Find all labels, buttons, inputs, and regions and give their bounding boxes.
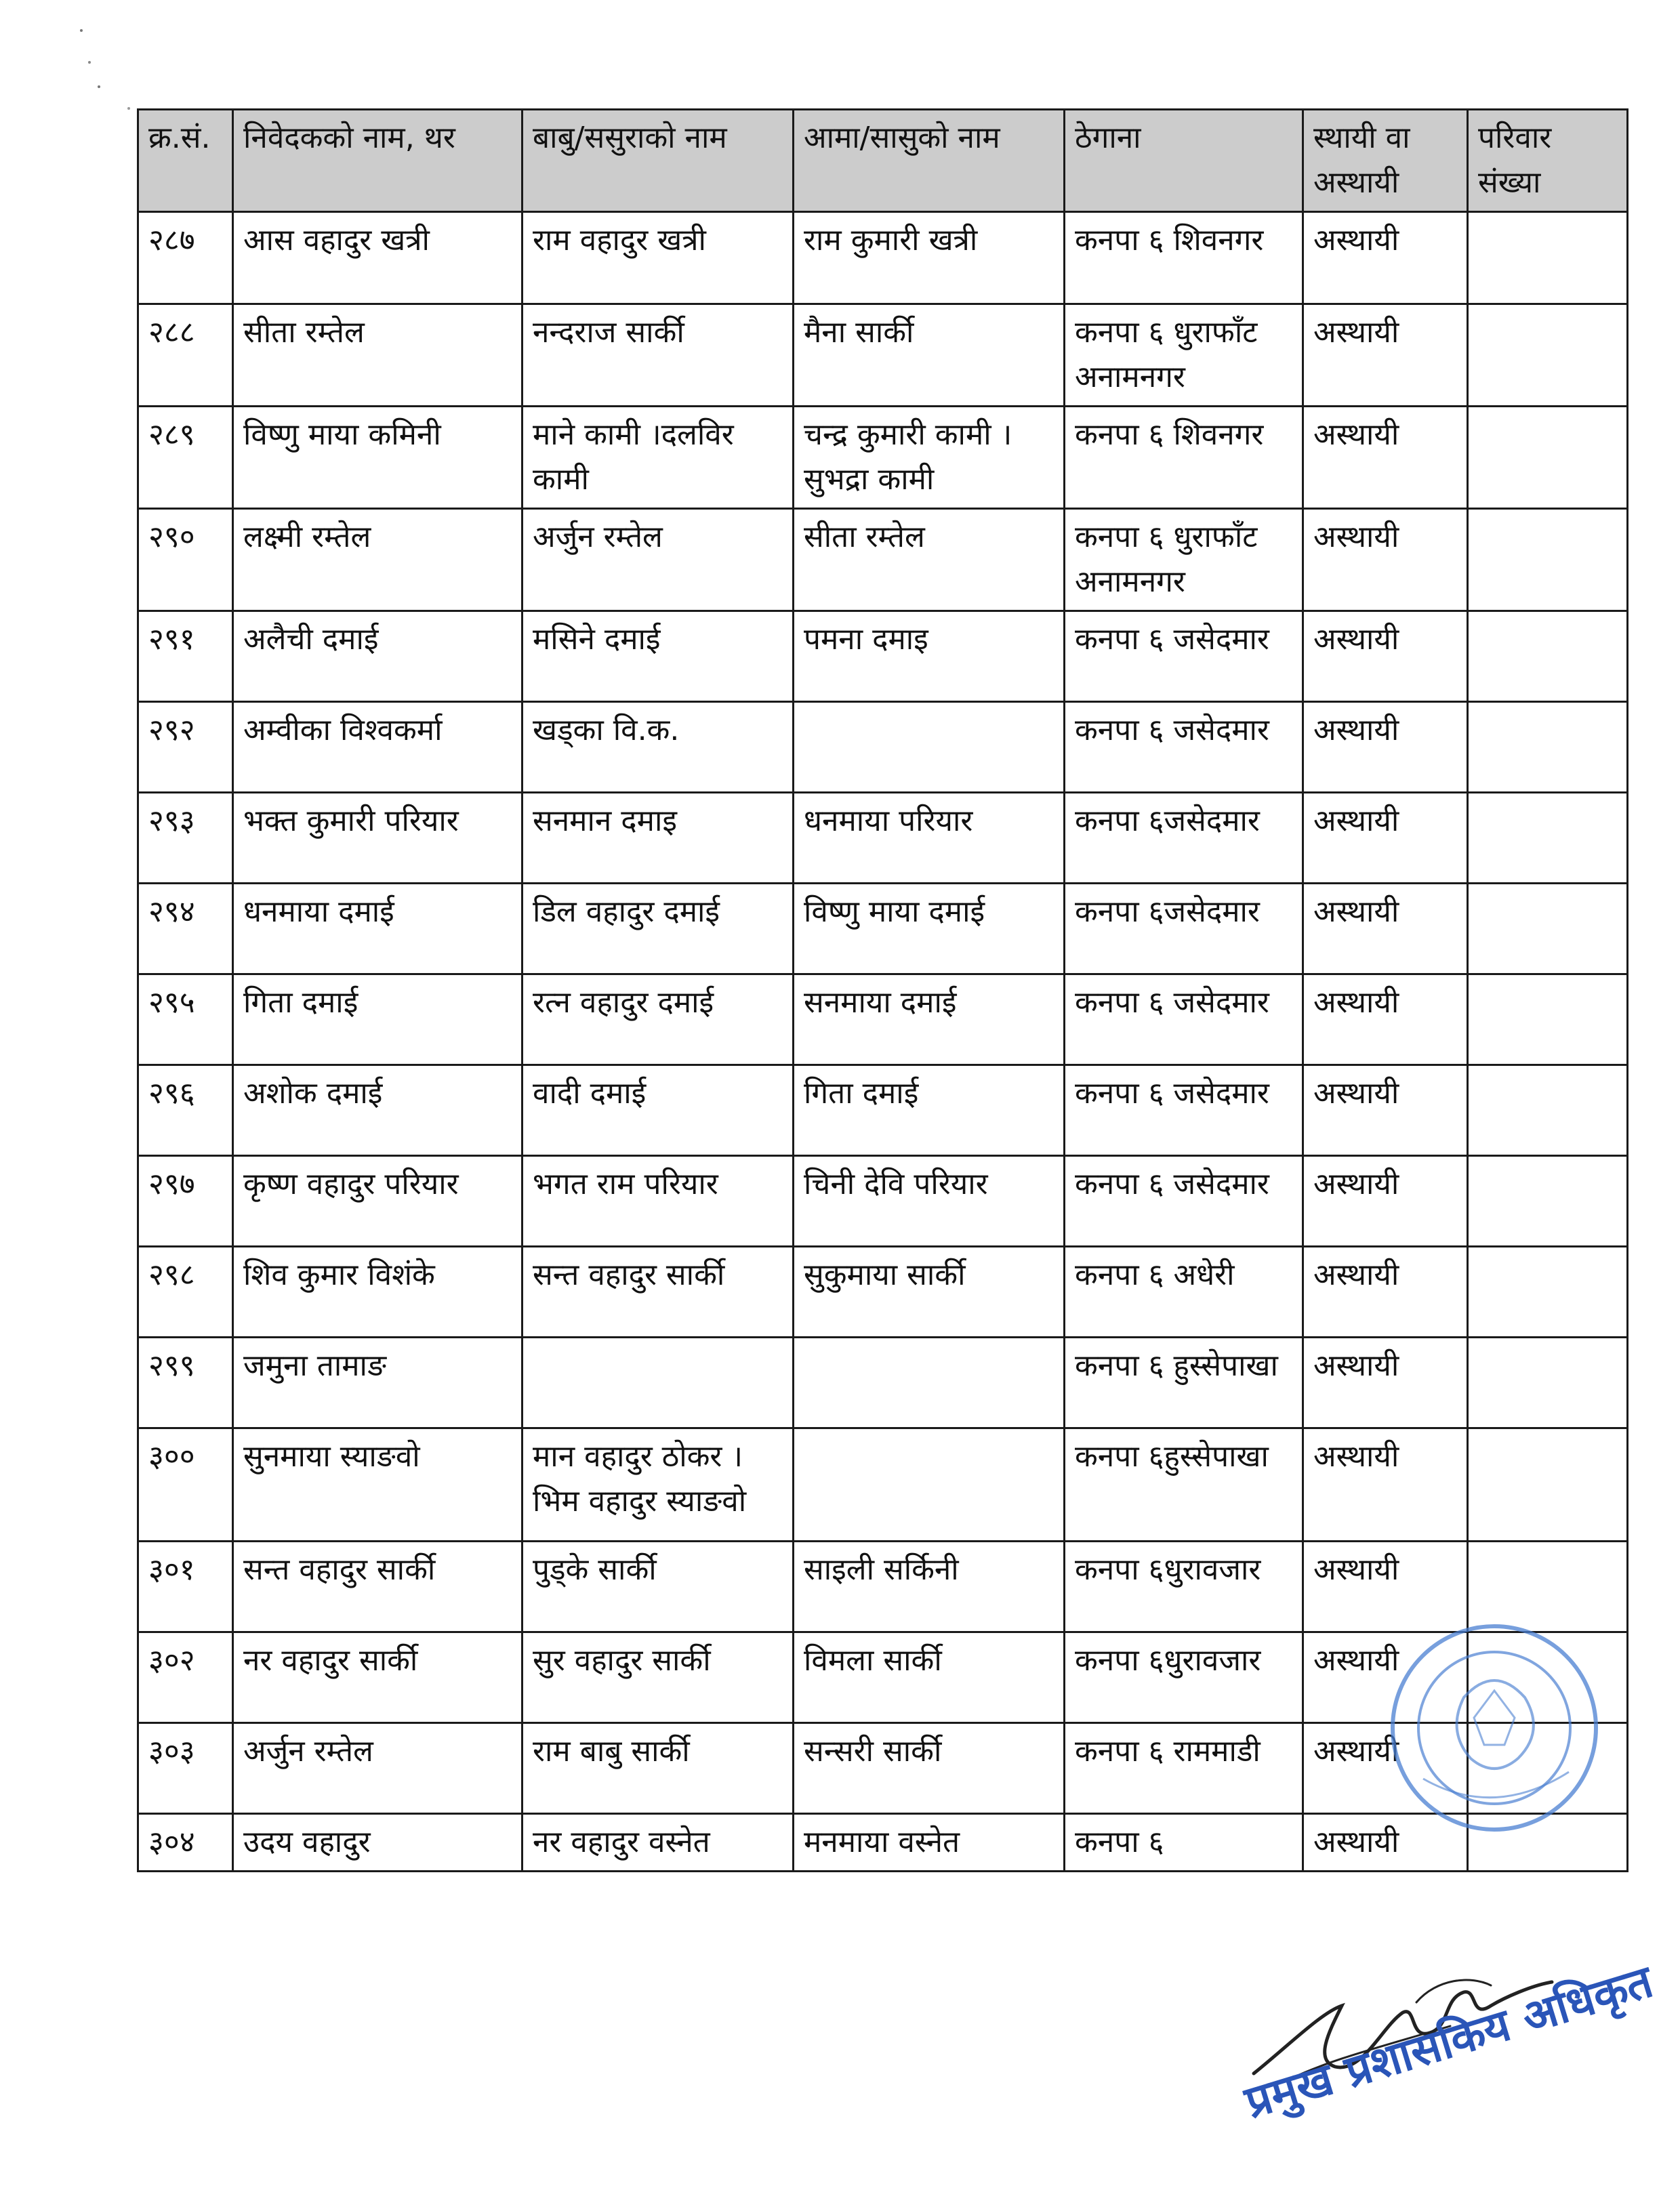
- table-row: [138, 1428, 1628, 1542]
- cell-mother-name: [794, 1338, 1065, 1428]
- cell-status: अस्थायी: [1303, 212, 1468, 304]
- cell-father-name: पुड्के सार्की: [523, 1542, 794, 1632]
- cell-status: अस्थायी: [1303, 1428, 1468, 1542]
- cell-family-count: [1468, 304, 1628, 407]
- cell-father-name: नन्दराज सार्की: [523, 304, 794, 407]
- header-father-name: बाबु/ससुराको नाम: [523, 110, 794, 212]
- cell-mother-name: [794, 1428, 1065, 1542]
- cell-father-name: राम वहादुर खत्री: [523, 212, 794, 304]
- cell-applicant-name: नर वहादुर सार्की: [233, 1632, 523, 1723]
- cell-mother-name: धनमाया परियार: [794, 793, 1065, 884]
- cell-status: अस्थायी: [1303, 407, 1468, 509]
- cell-mother-name: चन्द्र कुमारी कामी । सुभद्रा कामी: [794, 407, 1065, 509]
- cell-father-name: मसिने दमाई: [523, 611, 794, 702]
- cell-serial: ३०३: [138, 1723, 233, 1814]
- header-status: स्थायी वा अस्थायी: [1303, 110, 1468, 212]
- cell-mother-name: विष्णु माया दमाई: [794, 884, 1065, 974]
- cell-address: कनपा ६ अधेरी: [1065, 1247, 1303, 1338]
- cell-mother-name: साइली सर्किनी: [794, 1542, 1065, 1632]
- cell-mother-name: गिता दमाई: [794, 1065, 1065, 1156]
- table-row: [138, 884, 1628, 974]
- cell-applicant-name: भक्त कुमारी परियार: [233, 793, 523, 884]
- header-mother-name: आमा/सासुको नाम: [794, 110, 1065, 212]
- cell-family-count: [1468, 1247, 1628, 1338]
- cell-father-name: भगत राम परियार: [523, 1156, 794, 1247]
- cell-address: कनपा ६हुस्सेपाखा: [1065, 1428, 1303, 1542]
- cell-status: अस्थायी: [1303, 611, 1468, 702]
- table-row: [138, 793, 1628, 884]
- cell-address: कनपा ६ राममाडी: [1065, 1723, 1303, 1814]
- cell-applicant-name: जमुना तामाङ: [233, 1338, 523, 1428]
- cell-address: कनपा ६ हुस्सेपाखा: [1065, 1338, 1303, 1428]
- scan-specks: [0, 0, 149, 136]
- table-row: [138, 1156, 1628, 1247]
- cell-applicant-name: सन्त वहादुर सार्की: [233, 1542, 523, 1632]
- cell-status: अस्थायी: [1303, 1247, 1468, 1338]
- cell-serial: २९२: [138, 702, 233, 793]
- cell-family-count: [1468, 611, 1628, 702]
- table-row: [138, 212, 1628, 304]
- cell-status: अस्थायी: [1303, 884, 1468, 974]
- header-address: ठेगाना: [1065, 110, 1303, 212]
- cell-status: अस्थायी: [1303, 974, 1468, 1065]
- cell-father-name: राम बाबु सार्की: [523, 1723, 794, 1814]
- cell-family-count: [1468, 1065, 1628, 1156]
- cell-serial: २९५: [138, 974, 233, 1065]
- table-row: [138, 611, 1628, 702]
- cell-family-count: [1468, 974, 1628, 1065]
- cell-applicant-name: लक्ष्मी रम्तेल: [233, 509, 523, 611]
- cell-status: अस्थायी: [1303, 509, 1468, 611]
- header-family-count: परिवार संख्या: [1468, 110, 1628, 212]
- cell-status: अस्थायी: [1303, 1814, 1468, 1872]
- cell-address: कनपा ६ शिवनगर: [1065, 407, 1303, 509]
- cell-father-name: माने कामी ।दलविर कामी: [523, 407, 794, 509]
- cell-mother-name: सुकुमाया सार्की: [794, 1247, 1065, 1338]
- cell-serial: ३००: [138, 1428, 233, 1542]
- cell-applicant-name: अलैची दमाई: [233, 611, 523, 702]
- cell-applicant-name: उदय वहादुर: [233, 1814, 523, 1872]
- cell-father-name: मान वहादुर ठोकर । भिम वहादुर स्याङवो: [523, 1428, 794, 1542]
- cell-status: अस्थायी: [1303, 1065, 1468, 1156]
- cell-applicant-name: अशोक दमाई: [233, 1065, 523, 1156]
- cell-mother-name: विमला सार्की: [794, 1632, 1065, 1723]
- cell-father-name: सन्त वहादुर सार्की: [523, 1247, 794, 1338]
- cell-serial: २९९: [138, 1338, 233, 1428]
- applicant-register-table: [137, 108, 1628, 1872]
- office-seal: [1382, 1616, 1606, 1840]
- cell-father-name: डिल वहादुर दमाई: [523, 884, 794, 974]
- cell-address: कनपा ६: [1065, 1814, 1303, 1872]
- cell-applicant-name: अर्जुन रम्तेल: [233, 1723, 523, 1814]
- cell-mother-name: पमना दमाइ: [794, 611, 1065, 702]
- cell-status: अस्थायी: [1303, 793, 1468, 884]
- cell-status: अस्थायी: [1303, 1542, 1468, 1632]
- cell-status: अस्थायी: [1303, 1632, 1468, 1723]
- header-serial: क्र.सं.: [138, 110, 233, 212]
- cell-father-name: [523, 1338, 794, 1428]
- cell-address: कनपा ६ जसेदमार: [1065, 611, 1303, 702]
- cell-family-count: [1468, 509, 1628, 611]
- header-applicant-name: निवेदकको नाम, थर: [233, 110, 523, 212]
- cell-serial: २९८: [138, 1247, 233, 1338]
- cell-address: कनपा ६जसेदमार: [1065, 884, 1303, 974]
- cell-serial: २८९: [138, 407, 233, 509]
- cell-applicant-name: कृष्ण वहादुर परियार: [233, 1156, 523, 1247]
- cell-father-name: रत्न वहादुर दमाई: [523, 974, 794, 1065]
- cell-father-name: अर्जुन रम्तेल: [523, 509, 794, 611]
- cell-family-count: [1468, 1338, 1628, 1428]
- cell-serial: २९३: [138, 793, 233, 884]
- cell-serial: २९१: [138, 611, 233, 702]
- cell-address: कनपा ६ जसेदमार: [1065, 974, 1303, 1065]
- cell-address: कनपा ६जसेदमार: [1065, 793, 1303, 884]
- cell-mother-name: चिनी देवि परियार: [794, 1156, 1065, 1247]
- cell-father-name: सनमान दमाइ: [523, 793, 794, 884]
- officer-title-stamp: प्रमुख प्रशासकिय अधिकृत: [1239, 1955, 1659, 2129]
- cell-father-name: वादी दमाई: [523, 1065, 794, 1156]
- cell-address: कनपा ६धुरावजार: [1065, 1542, 1303, 1632]
- cell-status: अस्थायी: [1303, 1723, 1468, 1814]
- cell-applicant-name: शिव कुमार विशंके: [233, 1247, 523, 1338]
- cell-mother-name: सन्सरी सार्की: [794, 1723, 1065, 1814]
- cell-mother-name: राम कुमारी खत्री: [794, 212, 1065, 304]
- cell-address: कनपा ६ जसेदमार: [1065, 1065, 1303, 1156]
- cell-serial: २९६: [138, 1065, 233, 1156]
- cell-serial: २९७: [138, 1156, 233, 1247]
- cell-father-name: खड्का वि.क.: [523, 702, 794, 793]
- cell-serial: २९०: [138, 509, 233, 611]
- cell-applicant-name: गिता दमाई: [233, 974, 523, 1065]
- table-row: [138, 1065, 1628, 1156]
- cell-serial: २८८: [138, 304, 233, 407]
- cell-mother-name: मैना सार्की: [794, 304, 1065, 407]
- cell-father-name: सुर वहादुर सार्की: [523, 1632, 794, 1723]
- cell-father-name: नर वहादुर वस्नेत: [523, 1814, 794, 1872]
- cell-family-count: [1468, 702, 1628, 793]
- table-row: [138, 304, 1628, 407]
- cell-family-count: [1468, 407, 1628, 509]
- table-row: [138, 1247, 1628, 1338]
- cell-family-count: [1468, 1156, 1628, 1247]
- cell-serial: २९४: [138, 884, 233, 974]
- cell-mother-name: मनमाया वस्नेत: [794, 1814, 1065, 1872]
- cell-status: अस्थायी: [1303, 1338, 1468, 1428]
- cell-applicant-name: आस वहादुर खत्री: [233, 212, 523, 304]
- cell-status: अस्थायी: [1303, 1156, 1468, 1247]
- cell-status: अस्थायी: [1303, 702, 1468, 793]
- cell-family-count: [1468, 212, 1628, 304]
- cell-address: कनपा ६ जसेदमार: [1065, 1156, 1303, 1247]
- cell-address: कनपा ६धुरावजार: [1065, 1632, 1303, 1723]
- cell-serial: ३०४: [138, 1814, 233, 1872]
- cell-status: अस्थायी: [1303, 304, 1468, 407]
- cell-applicant-name: अम्वीका विश्वकर्मा: [233, 702, 523, 793]
- cell-family-count: [1468, 884, 1628, 974]
- cell-family-count: [1468, 793, 1628, 884]
- cell-address: कनपा ६ धुराफाँट अनामनगर: [1065, 304, 1303, 407]
- table-row: [138, 702, 1628, 793]
- cell-address: कनपा ६ धुराफाँट अनामनगर: [1065, 509, 1303, 611]
- cell-serial: ३०२: [138, 1632, 233, 1723]
- table-row: [138, 974, 1628, 1065]
- cell-address: कनपा ६ जसेदमार: [1065, 702, 1303, 793]
- cell-mother-name: सीता रम्तेल: [794, 509, 1065, 611]
- cell-applicant-name: सीता रम्तेल: [233, 304, 523, 407]
- cell-mother-name: [794, 702, 1065, 793]
- table-row: [138, 509, 1628, 611]
- cell-family-count: [1468, 1428, 1628, 1542]
- cell-applicant-name: विष्णु माया कमिनी: [233, 407, 523, 509]
- cell-address: कनपा ६ शिवनगर: [1065, 212, 1303, 304]
- cell-mother-name: सनमाया दमाई: [794, 974, 1065, 1065]
- cell-applicant-name: धनमाया दमाई: [233, 884, 523, 974]
- cell-serial: २८७: [138, 212, 233, 304]
- table-header-row: [138, 110, 1628, 212]
- table-row: [138, 1338, 1628, 1428]
- table-row: [138, 407, 1628, 509]
- cell-applicant-name: सुनमाया स्याङवो: [233, 1428, 523, 1542]
- cell-serial: ३०१: [138, 1542, 233, 1632]
